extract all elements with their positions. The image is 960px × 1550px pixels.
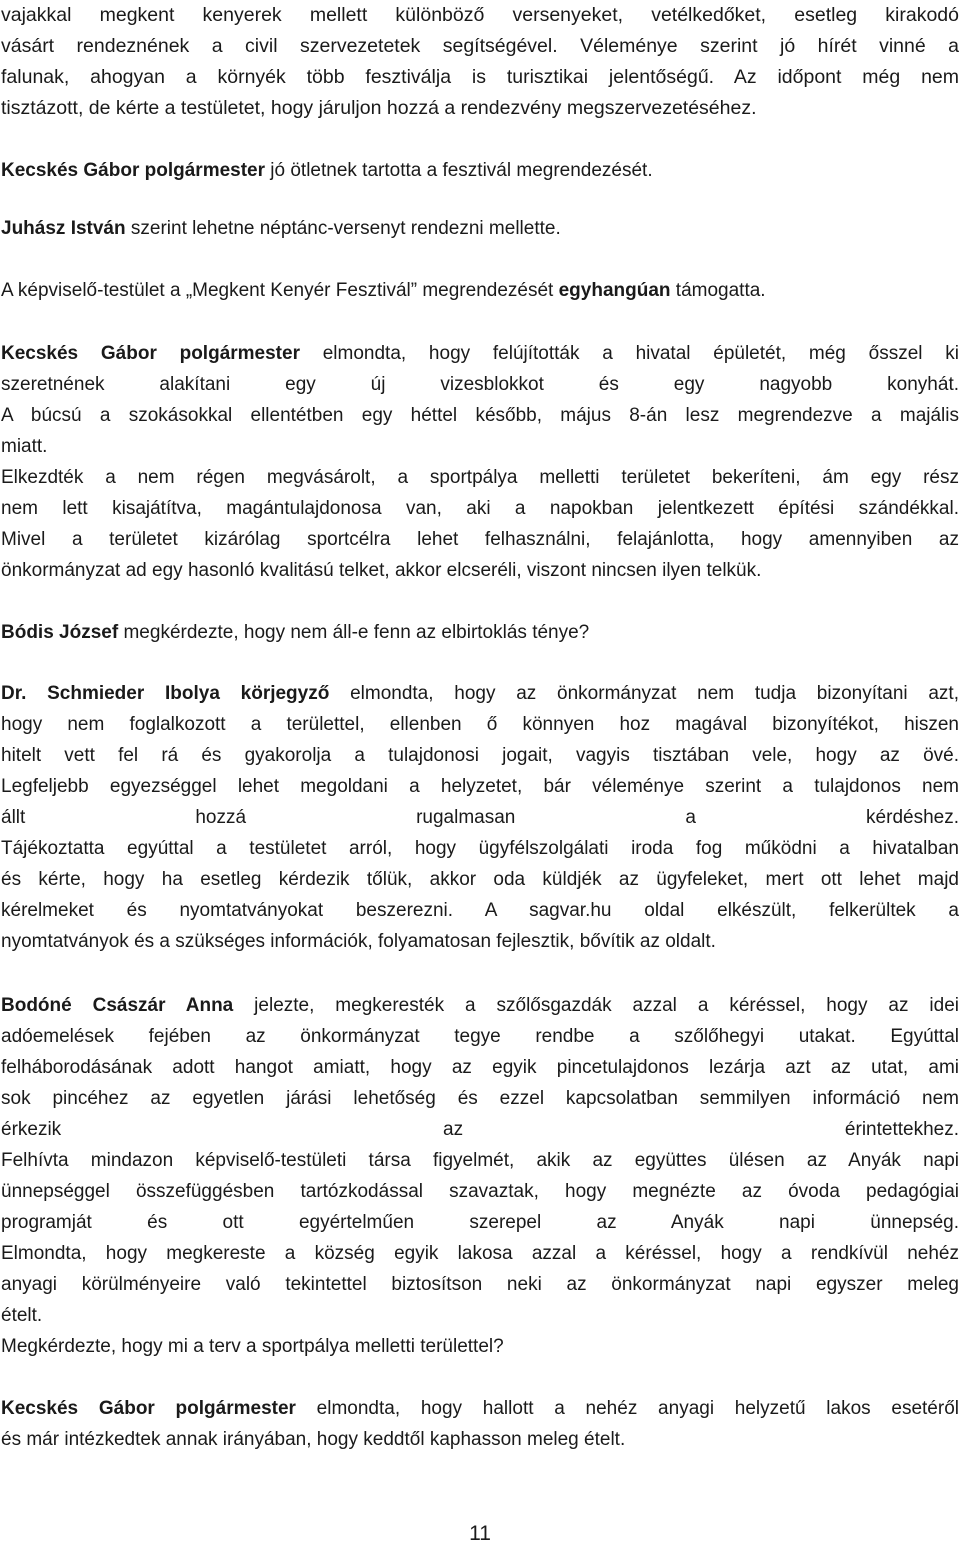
text-line bbox=[1, 990, 959, 1021]
paragraph bbox=[1, 990, 959, 1362]
bold-text: Bódis József bbox=[1, 622, 119, 643]
text-line bbox=[1, 1145, 959, 1176]
text-run: tisztázott, de kérte a testületet, hogy járuljon hozzá a rendezvény megszervezetéséhez. bbox=[1, 97, 757, 119]
paragraph bbox=[1, 213, 959, 244]
text-line bbox=[1, 1114, 959, 1145]
text-line bbox=[1, 1176, 959, 1207]
text-line bbox=[1, 926, 959, 957]
text-run: és kérte, hogy ha esetleg kérdezik tőlük, akkor oda küldjék az ügyfeleket, mert ott lehet majd bbox=[1, 869, 959, 890]
text-line bbox=[1, 617, 959, 648]
text-run: elmondta, hogy felújították a hivatal épületét, még ősszel ki bbox=[299, 343, 959, 364]
text-run: nem lett kisajátítva, magántulajdonosa van, aki a napokban jelentkezett építési szándékkal. bbox=[1, 498, 959, 519]
text-run: kérelmeket és nyomtatványokat beszerezni. A sagvar.hu oldal elkészült, felkerültek a bbox=[1, 900, 959, 921]
text-run: nyomtatványok és a szükséges információk, folyamatosan fejlesztik, bővítik az oldalt. bbox=[1, 931, 716, 952]
text-run: A búcsú a szokásokkal ellentétben egy héttel később, május 8-án lesz megrendezve a majális bbox=[1, 405, 959, 426]
text-run: programját és ott egyértelműen szerepel az Anyák napi ünnepség. bbox=[1, 1212, 959, 1233]
text-line bbox=[1, 864, 959, 895]
text-run: falunak, ahogyan a környék több fesztiválja is turisztikai jelentőségű. Az időpont még nem bbox=[1, 66, 959, 88]
text-run: ételt. bbox=[1, 1305, 43, 1326]
text-line bbox=[1, 369, 959, 400]
text-line bbox=[1, 462, 959, 493]
text-line bbox=[1, 1424, 959, 1455]
text-run: hitelt vett fel rá és gyakorolja a tulajdonosi jogait, vagyis tisztában vele, hogy az övé. bbox=[1, 745, 959, 766]
text-line bbox=[1, 155, 959, 186]
text-run: hogy nem foglalkozott a területtel, ellenben ő könnyen hoz magával bizonyítékot, hiszen bbox=[1, 714, 959, 735]
text-run: Elmondta, hogy megkereste a község egyik lakosa azzal a kéréssel, hogy a rendkívül nehéz bbox=[1, 1243, 959, 1264]
bold-text: Bodóné Császár Anna bbox=[1, 995, 234, 1016]
bold-text: Kecskés Gábor polgármester bbox=[1, 343, 300, 364]
text-run: felháborodásának adott hangot amiatt, hogy az egyik pincetulajdonos lezárja azt az utat, ami bbox=[1, 1057, 959, 1078]
text-run: szeretnének alakítani egy új vizesblokkot és egy nagyobb konyhát. bbox=[1, 374, 959, 395]
text-line bbox=[1, 1021, 959, 1052]
text-line bbox=[1, 709, 959, 740]
text-line bbox=[1, 524, 959, 555]
text-line bbox=[1, 1052, 959, 1083]
text-run: A képviselő-testület a „Megkent Kenyér Fesztivál” megrendezését bbox=[1, 280, 559, 301]
text-line bbox=[1, 802, 959, 833]
text-run: támogatta. bbox=[670, 280, 766, 301]
paragraph bbox=[1, 0, 959, 124]
text-line bbox=[1, 493, 959, 524]
text-line bbox=[1, 895, 959, 926]
text-line bbox=[1, 431, 959, 462]
text-line bbox=[1, 1331, 959, 1362]
text-line bbox=[1, 833, 959, 864]
text-run: és már intézkedtek annak irányában, hogy keddtől kaphasson meleg ételt. bbox=[1, 1429, 626, 1450]
text-line bbox=[1, 1207, 959, 1238]
text-line bbox=[1, 1393, 959, 1424]
text-run: megkérdezte, hogy nem áll-e fenn az elbirtoklás ténye? bbox=[118, 622, 590, 643]
text-line bbox=[1, 1083, 959, 1114]
bold-text: Kecskés Gábor polgármester bbox=[1, 1398, 296, 1419]
text-run: Legfeljebb egyezséggel lehet megoldani a helyzetet, bár véleménye szerint a tulajdonos nem bbox=[1, 776, 959, 797]
paragraph bbox=[1, 678, 959, 957]
text-run: Megkérdezte, hogy mi a terv a sportpálya melletti területtel? bbox=[1, 1336, 504, 1357]
text-run: Mivel a területet kizárólag sportcélra lehet felhasználni, felajánlotta, hogy amennyiben az bbox=[1, 529, 959, 550]
text-line bbox=[1, 62, 959, 93]
bold-text: Juhász István bbox=[1, 218, 126, 239]
text-run: Elkezdték a nem régen megvásárolt, a sportpálya melletti területet bekeríteni, ám egy rész bbox=[1, 467, 959, 488]
text-line bbox=[1, 1269, 959, 1300]
text-run: vásárt rendeznének a civil szervezetetek segítségével. Véleménye szerint jó hírét vinné a bbox=[1, 35, 959, 57]
paragraph bbox=[1, 155, 959, 186]
text-run: önkormányzat ad egy hasonló kvalitású telket, akkor elcseréli, viszont nincsen ilyen telkük. bbox=[1, 560, 762, 581]
text-run: elmondta, hogy hallott a nehéz anyagi helyzetű lakos esetéről bbox=[295, 1398, 959, 1419]
text-line bbox=[1, 771, 959, 802]
text-run: vajakkal megkent kenyerek mellett különböző versenyeket, vetélkedőket, esetleg kirakodó bbox=[1, 4, 959, 26]
text-line bbox=[1, 740, 959, 771]
text-line bbox=[1, 275, 959, 306]
paragraph bbox=[1, 617, 959, 648]
text-run: ünnepséggel összefüggésben tartózkodással szavaztak, hogy megnézte az óvoda pedagógiai bbox=[1, 1181, 959, 1202]
bold-text: egyhangúan bbox=[558, 280, 671, 301]
text-run: adóemelések fejében az önkormányzat tegye rendbe a szőlőhegyi utakat. Egyúttal bbox=[1, 1026, 959, 1047]
text-run: Tájékoztatta egyúttal a testületet arról, hogy ügyfélszolgálati iroda fog működni a hivatalban bbox=[1, 838, 959, 859]
text-line bbox=[1, 400, 959, 431]
text-line bbox=[1, 93, 959, 124]
text-line bbox=[1, 0, 959, 31]
paragraph bbox=[1, 338, 959, 586]
text-run: Felhívta mindazon képviselő-testületi társa figyelmét, akik az együttes ülésen az Anyák napi bbox=[1, 1150, 959, 1171]
text-run: miatt. bbox=[1, 436, 48, 457]
text-line bbox=[1, 31, 959, 62]
page-number: 11 bbox=[469, 1522, 491, 1545]
text-line bbox=[1, 678, 959, 709]
text-run: szerint lehetne néptánc-versenyt rendezni mellette. bbox=[125, 218, 561, 239]
text-run: elmondta, hogy az önkormányzat nem tudja bizonyítani azt, bbox=[329, 683, 959, 704]
bold-text: Dr. Schmieder Ibolya körjegyző bbox=[1, 683, 330, 704]
text-run: érkezik az érintettekhez. bbox=[1, 1119, 959, 1140]
text-run: jó ötletnek tartotta a fesztivál megrendezését. bbox=[265, 160, 653, 181]
text-run: sok pincéhez az egyetlen járási lehetőség és ezzel kapcsolatban semmilyen információ nem bbox=[1, 1088, 959, 1109]
paragraph bbox=[1, 1393, 959, 1455]
text-line bbox=[1, 213, 959, 244]
text-line bbox=[1, 1238, 959, 1269]
text-run: állt hozzá rugalmasan a kérdéshez. bbox=[1, 807, 959, 828]
text-line bbox=[1, 555, 959, 586]
text-run: anyagi körülményeire való tekintettel biztosítson neki az önkormányzat napi egyszer meleg bbox=[1, 1274, 959, 1295]
text-line bbox=[1, 338, 959, 369]
text-line bbox=[1, 1300, 959, 1331]
paragraph bbox=[1, 275, 959, 306]
text-run: jelezte, megkeresték a szőlősgazdák azzal a kéréssel, hogy az idei bbox=[233, 995, 959, 1016]
bold-text: Kecskés Gábor polgármester bbox=[1, 160, 266, 181]
